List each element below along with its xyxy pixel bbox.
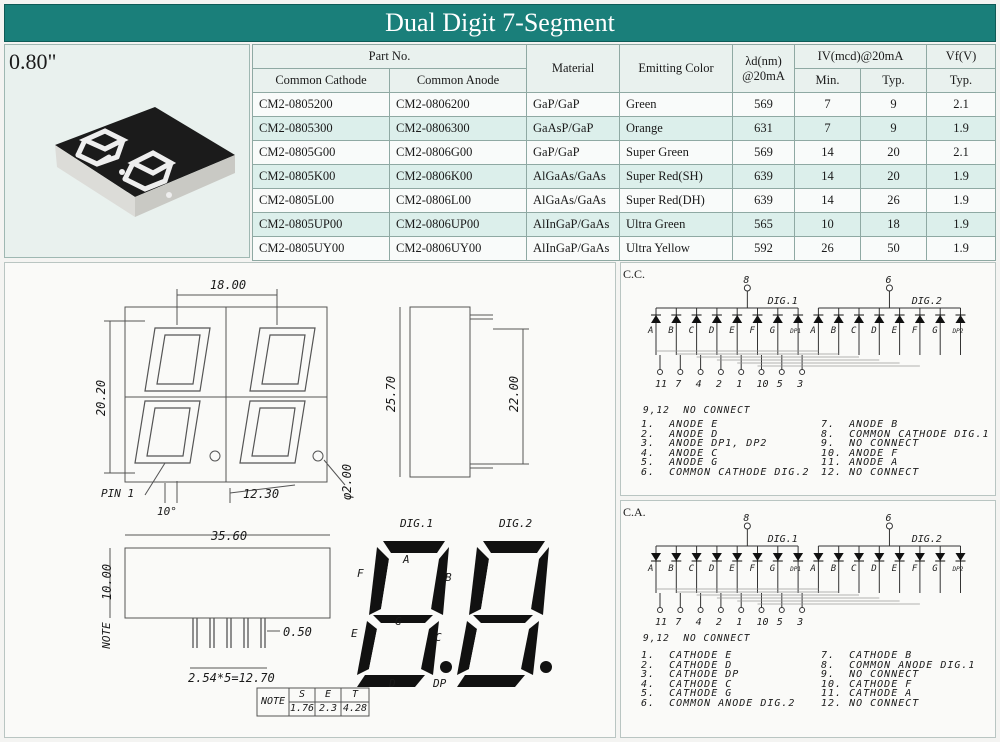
diode-symbol: [956, 553, 966, 561]
ca-header: Common Anode: [390, 69, 527, 93]
dim-side-lens: 22.00: [507, 375, 522, 413]
segment-label: F: [911, 326, 918, 336]
segment-label: C: [688, 564, 695, 574]
diode-symbol: [813, 553, 823, 561]
dim-height: 20.20: [94, 379, 109, 417]
pin1-label: PIN 1: [101, 487, 135, 500]
pin-number: 3: [797, 379, 804, 390]
com1-number: 8: [743, 513, 750, 524]
segment-label: C: [851, 326, 857, 336]
segment-label: A: [810, 326, 816, 336]
pin-terminal: [698, 608, 703, 613]
segment-label: C: [688, 326, 695, 336]
cell-wl: 565: [733, 213, 795, 237]
seg-f-label: F: [357, 567, 364, 580]
segment-label: F: [749, 564, 755, 574]
led-display-picture: [5, 45, 251, 259]
cell-wl: 592: [733, 237, 795, 261]
color-header: Emitting Color: [620, 45, 733, 93]
cell-material: GaP/GaP: [527, 93, 620, 117]
segment-label: E: [729, 326, 735, 336]
cell-wl: 639: [733, 189, 795, 213]
note-header-1: S: [298, 689, 306, 700]
cell-color: Green: [620, 93, 733, 117]
diode-symbol: [915, 315, 925, 323]
segment-label: C: [851, 564, 857, 574]
dimension-panel: [4, 262, 616, 738]
note-header-0: NOTE: [260, 696, 286, 707]
dig2-text: DIG.2: [911, 296, 942, 307]
diode-symbol: [874, 315, 884, 323]
diode-symbol: [671, 315, 681, 323]
seg-c-label: C: [435, 631, 442, 644]
cc-pin-list-right: 7. ANODE B 8. COMMON CATHODE DIG.1 9. NO CONNECT 10. ANODE F 11. ANODE A 12. NO CONNECT: [821, 419, 990, 478]
pin-terminal: [739, 608, 744, 613]
diode-symbol: [651, 315, 661, 323]
diode-symbol: [874, 553, 884, 561]
cc-pin-list-left: 1. ANODE E 2. ANODE D 3. ANODE DP1, DP2 4. ANODE C 5. ANODE G 6. COMMON CATHODE DIG.2: [641, 419, 810, 478]
pin-terminal: [678, 608, 683, 613]
cell-ca: CM2-0806300: [390, 117, 527, 141]
segment-label: D: [871, 326, 877, 336]
dim-segment-pitch: 12.30: [243, 487, 280, 501]
cell-cc: CM2-0805300: [253, 117, 390, 141]
pin-number: 7: [675, 617, 682, 628]
angle-label: 10°: [157, 505, 177, 518]
cell-material: AlInGaP/GaAs: [527, 213, 620, 237]
cell-min: 7: [795, 93, 861, 117]
pin-number: 2: [715, 379, 722, 390]
diode-symbol: [712, 315, 722, 323]
segment-label: F: [911, 564, 918, 574]
note-value-2: 4.28: [342, 703, 368, 714]
segment-label: B: [830, 564, 837, 574]
cell-vf: 2.1: [927, 93, 996, 117]
table-row: [253, 189, 996, 213]
iv-header: IV(mcd)@20mA: [795, 45, 927, 69]
diode-symbol: [692, 553, 702, 561]
ca-nc: 9,12 NO CONNECT: [643, 633, 751, 644]
cell-material: GaAsP/GaP: [527, 117, 620, 141]
cell-ca: CM2-0806K00: [390, 165, 527, 189]
table-row: [253, 165, 996, 189]
cell-wl: 569: [733, 141, 795, 165]
segment-label: G: [932, 564, 938, 574]
diode-symbol: [813, 315, 823, 323]
pin-number: 1: [736, 379, 743, 390]
com2-number: 6: [885, 513, 892, 524]
segment-label: A: [648, 326, 654, 336]
cell-vf: 1.9: [927, 165, 996, 189]
ca-pin-list-right: 7. CATHODE B 8. COMMON ANODE DIG.1 9. NO CONNECT 10. CATHODE F 11. CATHODE A 12. NO CONNECT: [821, 650, 976, 709]
cell-cc: CM2-0805UY00: [253, 237, 390, 261]
cell-cc: CM2-0805200: [253, 93, 390, 117]
dig2-text: DIG.2: [911, 534, 942, 545]
seg-dp-label: DP: [433, 677, 447, 690]
dim-width: 18.00: [210, 278, 247, 292]
segment-label: D: [871, 564, 877, 574]
segment-label: D: [708, 326, 715, 336]
cell-ca: CM2-0806200: [390, 93, 527, 117]
diode-symbol: [692, 315, 702, 323]
pin-number: 5: [776, 379, 783, 390]
dim-side-height: 25.70: [384, 375, 399, 413]
cell-vf: 1.9: [927, 117, 996, 141]
diode-symbol: [915, 553, 925, 561]
cell-min: 14: [795, 141, 861, 165]
cell-vf: 1.9: [927, 213, 996, 237]
pin-terminal: [779, 370, 784, 375]
segment-label: E: [729, 564, 735, 574]
pin-terminal: [698, 370, 703, 375]
com1-number: 8: [743, 275, 750, 286]
segment-label: DP2: [952, 328, 964, 335]
cell-cc: CM2-0805UP00: [253, 213, 390, 237]
pin-terminal: [759, 608, 764, 613]
vf-typ-header: Typ.: [927, 69, 996, 93]
cc-nc: 9,12 NO CONNECT: [643, 405, 751, 416]
dig2-label: DIG.2: [499, 517, 533, 530]
dim-pin-width: 0.50: [283, 625, 312, 639]
ca-circuit-diagram: [621, 501, 997, 641]
diode-symbol: [834, 315, 844, 323]
cell-wl: 631: [733, 117, 795, 141]
table-row: [253, 117, 996, 141]
cell-wl: 639: [733, 165, 795, 189]
segment-label: DP1: [790, 566, 801, 573]
pin-number: 2: [715, 617, 722, 628]
note-value-1: 2.3: [318, 703, 338, 714]
diode-symbol: [895, 553, 905, 561]
pin-number: 1: [736, 617, 743, 628]
pin-terminal: [759, 370, 764, 375]
com2-number: 6: [885, 275, 892, 286]
cell-cc: CM2-0805L00: [253, 189, 390, 213]
cell-material: AlGaAs/GaAs: [527, 165, 620, 189]
cc-header: Common Cathode: [253, 69, 390, 93]
iv-min-header: Min.: [795, 69, 861, 93]
dig1-label: DIG.1: [400, 517, 434, 530]
cell-typ: 20: [861, 165, 927, 189]
segment-label: DP2: [952, 566, 964, 573]
diode-symbol: [935, 553, 945, 561]
pin-number: 10: [756, 617, 769, 628]
pin-number: 5: [776, 617, 783, 628]
table-row: [253, 93, 996, 117]
cell-material: GaP/GaP: [527, 141, 620, 165]
diode-symbol: [854, 315, 864, 323]
diode-symbol: [773, 553, 783, 561]
diode-symbol: [773, 315, 783, 323]
diode-symbol: [732, 553, 742, 561]
cell-cc: CM2-0805G00: [253, 141, 390, 165]
seg-b-label: B: [445, 571, 452, 584]
ca-pin-list-left: 1. CATHODE E 2. CATHODE D 3. CATHODE DP 4. CATHODE C 5. CATHODE G 6. COMMON ANODE DIG.2: [641, 650, 796, 709]
cell-min: 14: [795, 165, 861, 189]
cell-min: 26: [795, 237, 861, 261]
note-side-label: NOTE: [99, 622, 113, 649]
common-anode-panel: [620, 500, 996, 738]
pin-number: 3: [797, 617, 804, 628]
pin-number: 4: [695, 379, 702, 390]
diode-symbol: [671, 553, 681, 561]
seg-d-label: D: [389, 677, 396, 690]
cell-color: Super Red(SH): [620, 165, 733, 189]
common-cathode-panel: [620, 262, 996, 496]
part-no-header: Part No.: [253, 45, 527, 69]
cell-color: Ultra Green: [620, 213, 733, 237]
note-table: [257, 688, 369, 716]
cell-color: Super Green: [620, 141, 733, 165]
dim-length: 35.60: [211, 529, 248, 543]
table-row: [253, 237, 996, 261]
cell-typ: 18: [861, 213, 927, 237]
dimension-drawing: [5, 263, 617, 739]
cell-color: Ultra Yellow: [620, 237, 733, 261]
pin-number: 11: [655, 379, 668, 390]
dig1-text: DIG.1: [767, 534, 798, 545]
segment-label: A: [810, 564, 816, 574]
pin-terminal: [718, 370, 723, 375]
diode-symbol: [956, 315, 966, 323]
diode-symbol: [854, 553, 864, 561]
cell-material: AlInGaP/GaAs: [527, 237, 620, 261]
seg-a-label: A: [403, 553, 410, 566]
iv-typ-header: Typ.: [861, 69, 927, 93]
cell-ca: CM2-0806UP00: [390, 213, 527, 237]
diode-symbol: [753, 553, 763, 561]
segment-label: D: [708, 564, 715, 574]
segment-label: E: [891, 326, 898, 336]
page-title: Dual Digit 7-Segment: [4, 4, 996, 42]
product-photo: [4, 44, 250, 258]
segment-label: E: [891, 564, 898, 574]
pin-number: 4: [695, 617, 702, 628]
segment-label: G: [769, 564, 776, 574]
cell-typ: 9: [861, 93, 927, 117]
note-header-2: E: [324, 689, 332, 700]
cell-min: 7: [795, 117, 861, 141]
diode-symbol: [834, 553, 844, 561]
diode-symbol: [732, 315, 742, 323]
pin-terminal: [800, 608, 805, 613]
spec-table: [252, 44, 996, 261]
pin-terminal: [658, 370, 663, 375]
diode-symbol: [895, 315, 905, 323]
segment-label: A: [648, 564, 654, 574]
cell-color: Orange: [620, 117, 733, 141]
cc-circuit-diagram: [621, 263, 997, 403]
cell-typ: 20: [861, 141, 927, 165]
seg-e-label: E: [351, 627, 358, 640]
cell-vf: 1.9: [927, 189, 996, 213]
cell-typ: 50: [861, 237, 927, 261]
pin-terminal: [779, 608, 784, 613]
pin-number: 7: [675, 379, 682, 390]
dim-pin-pitch: 2.54*5=12.70: [188, 671, 275, 685]
segment-label: DP1: [790, 328, 801, 335]
pin-terminal: [739, 370, 744, 375]
note-header-3: T: [351, 689, 359, 700]
diode-symbol: [793, 553, 803, 561]
segment-label: G: [769, 326, 776, 336]
pin-number: 11: [655, 617, 668, 628]
segment-label: B: [830, 326, 837, 336]
dig1-text: DIG.1: [767, 296, 798, 307]
dim-dot: φ2.00: [340, 463, 355, 501]
table-row: [253, 213, 996, 237]
pin-number: 10: [756, 379, 769, 390]
pin-terminal: [658, 608, 663, 613]
cell-ca: CM2-0806L00: [390, 189, 527, 213]
wavelength-header: λd(nm) @20mA: [733, 45, 795, 93]
segment-label: B: [668, 564, 674, 574]
note-value-0: 1.76: [289, 703, 315, 714]
segment-label: F: [749, 326, 755, 336]
table-row: [253, 141, 996, 165]
seg-g-label: G: [395, 615, 402, 628]
diode-symbol: [935, 315, 945, 323]
diode-symbol: [753, 315, 763, 323]
dim-thickness: 10.00: [100, 563, 115, 601]
diode-symbol: [651, 553, 661, 561]
cell-ca: CM2-0806G00: [390, 141, 527, 165]
pin-terminal: [678, 370, 683, 375]
cell-ca: CM2-0806UY00: [390, 237, 527, 261]
ca-label: C.A.: [623, 505, 646, 519]
pin-terminal: [718, 608, 723, 613]
cell-wl: 569: [733, 93, 795, 117]
material-header: Material: [527, 45, 620, 93]
cell-vf: 1.9: [927, 237, 996, 261]
cc-label: C.C.: [623, 267, 646, 281]
cell-color: Super Red(DH): [620, 189, 733, 213]
size-label: 0.80": [9, 49, 57, 74]
cell-min: 14: [795, 189, 861, 213]
pin-terminal: [800, 370, 805, 375]
diode-symbol: [712, 553, 722, 561]
cell-material: AlGaAs/GaAs: [527, 189, 620, 213]
segment-label: B: [668, 326, 674, 336]
cell-min: 10: [795, 213, 861, 237]
diode-symbol: [793, 315, 803, 323]
vf-header: Vf(V): [927, 45, 996, 69]
cell-cc: CM2-0805K00: [253, 165, 390, 189]
segment-label: G: [932, 326, 938, 336]
cell-vf: 2.1: [927, 141, 996, 165]
cell-typ: 26: [861, 189, 927, 213]
cell-typ: 9: [861, 117, 927, 141]
